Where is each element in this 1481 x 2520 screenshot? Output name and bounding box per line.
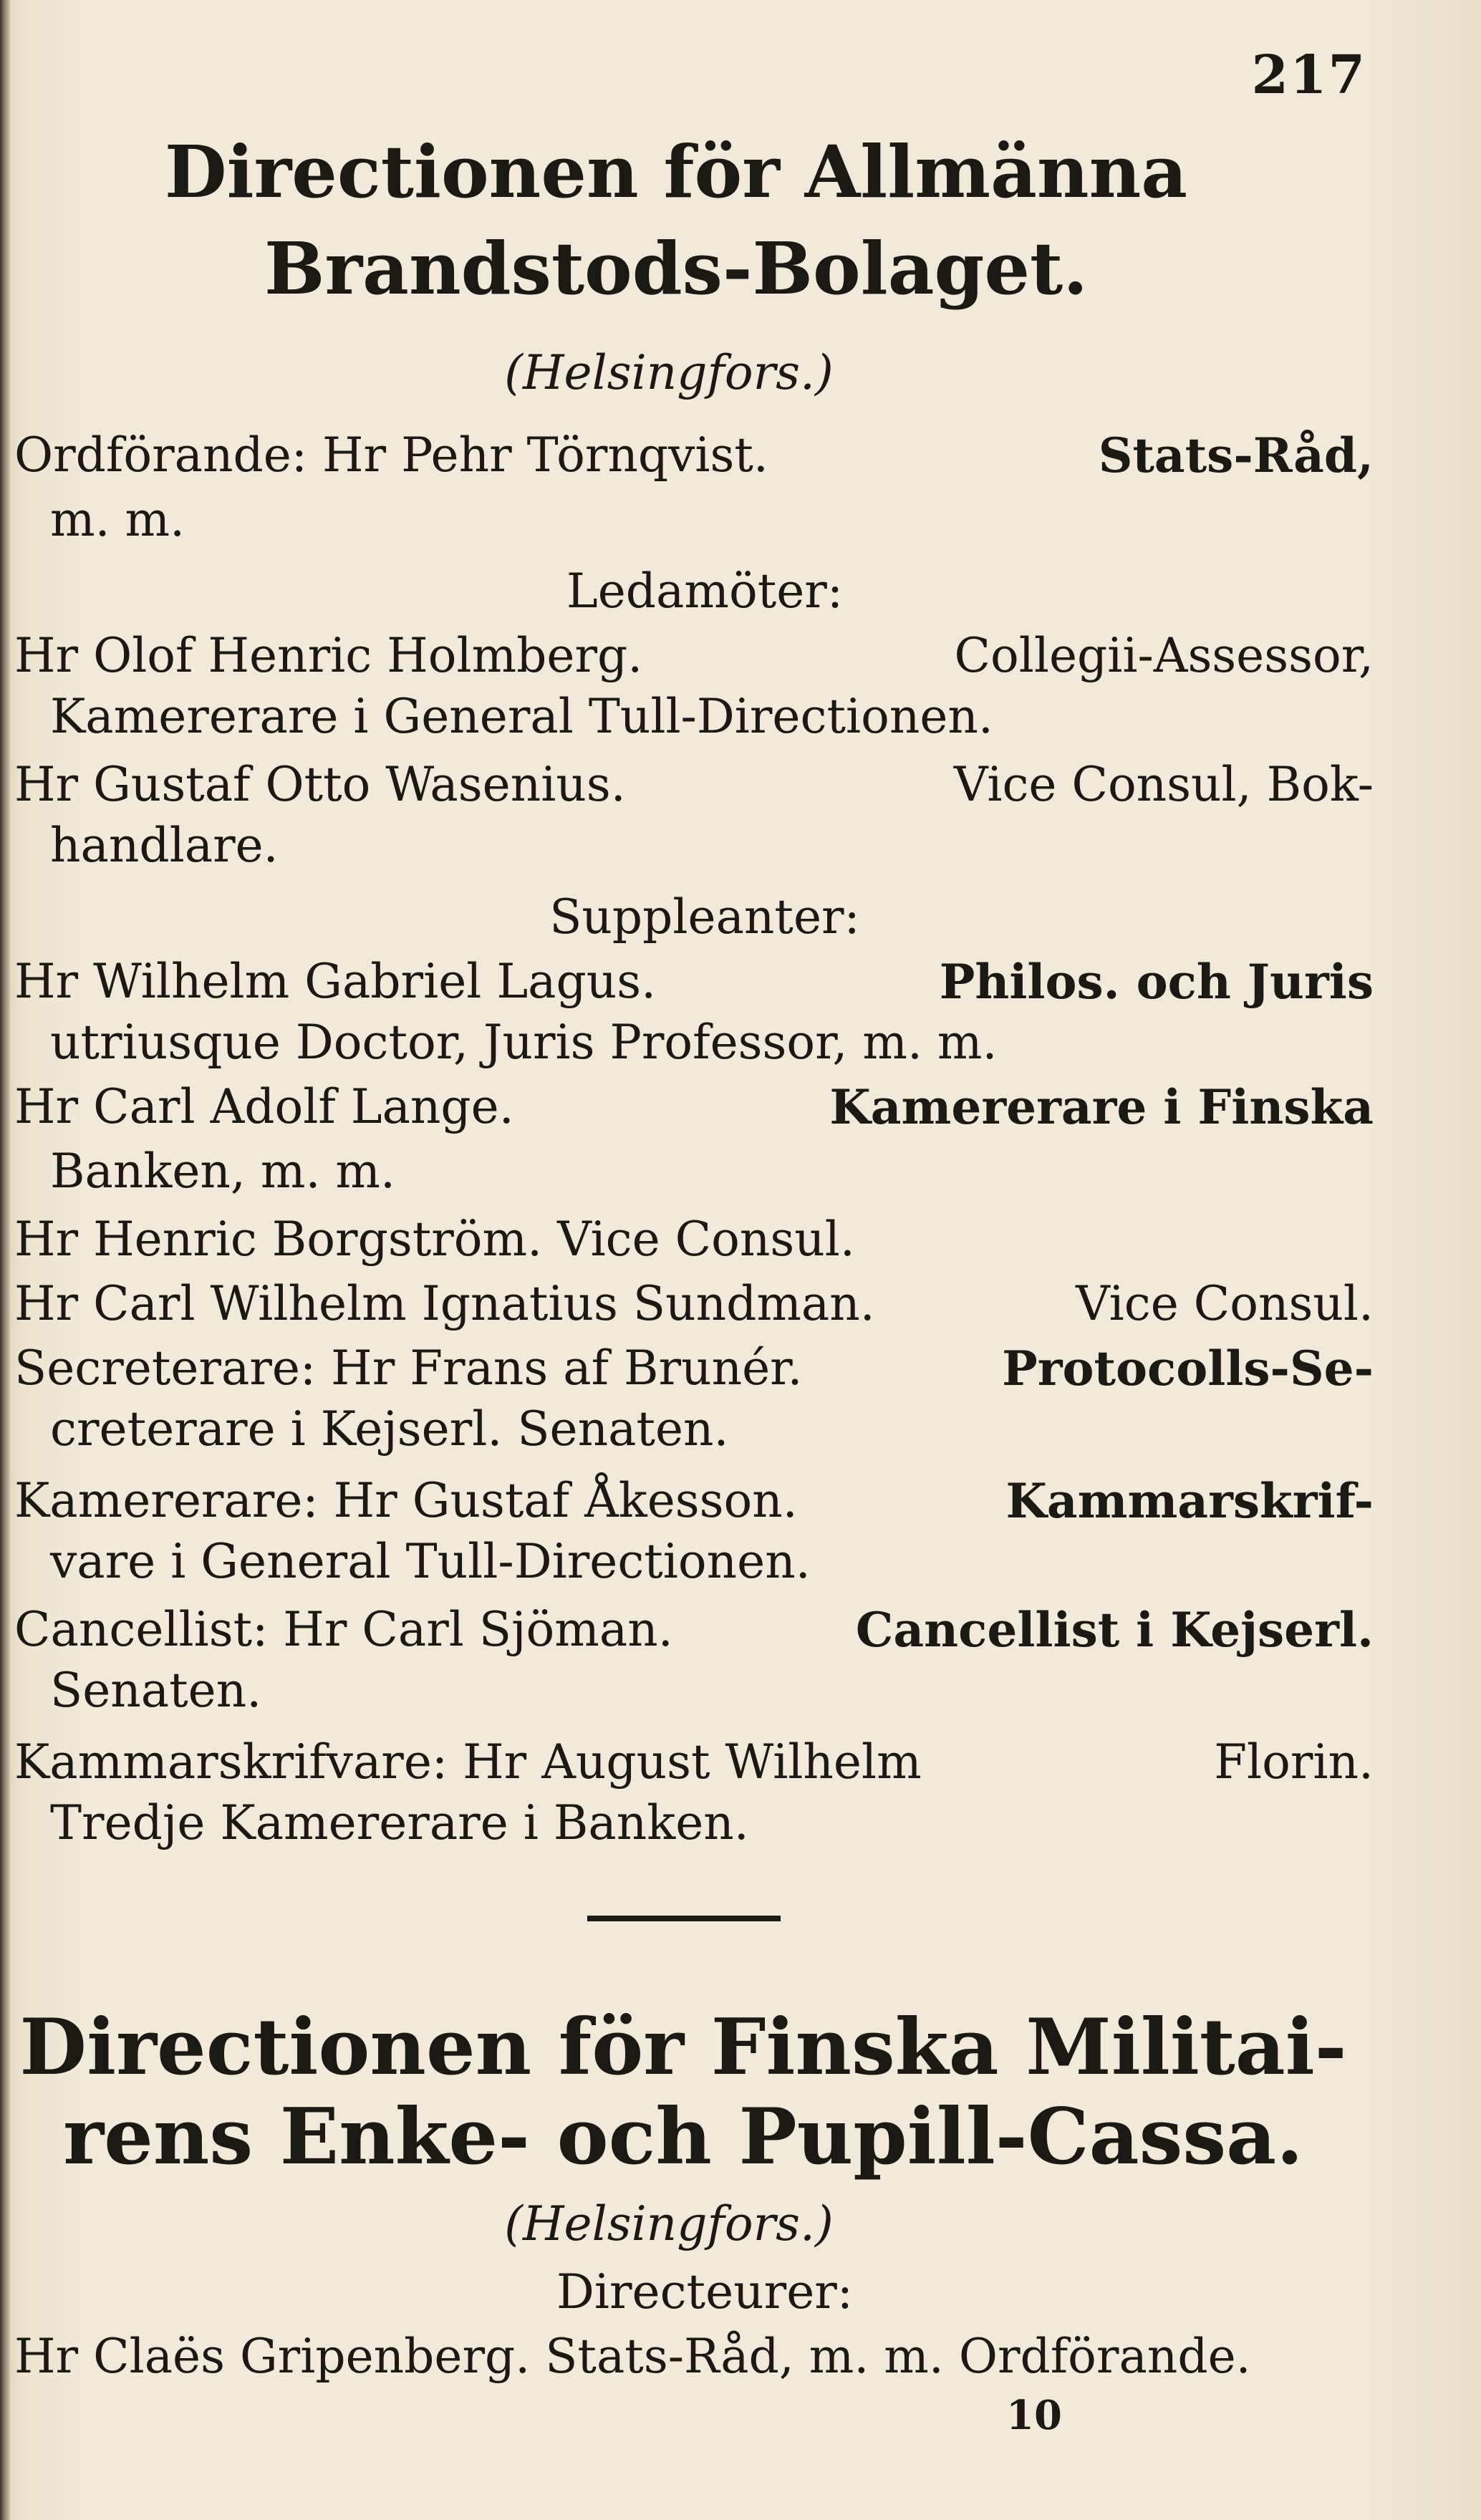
- section1-title-line1: Directionen för Allmänna: [164, 130, 1188, 214]
- section2-place: (Helsingfors.): [504, 2196, 834, 2251]
- directors-heading: Directeurer:: [556, 2264, 854, 2319]
- treasurer-line1: [14, 1475, 1374, 1527]
- clerk-line2: Senaten.: [50, 1663, 262, 1718]
- member2-line1: [14, 759, 1374, 811]
- secretary-name: Secreterare: Hr Frans af Brunér.: [14, 1341, 803, 1396]
- section1-title-line2: Brandstods-Bolaget.: [264, 226, 1089, 311]
- member2-line2: handlare.: [50, 818, 279, 873]
- registrar-line2: Tredje Kamererare i Banken.: [50, 1795, 749, 1850]
- clerk-title: Cancellist i Kejserl.: [855, 1602, 1374, 1658]
- deputy1-title: Philos. och Juris: [939, 954, 1374, 1010]
- registrar-name-end: Florin.: [1214, 1734, 1374, 1790]
- clerk-line1: [14, 1604, 1374, 1656]
- deputy3-line1: Hr Henric Borgström. Vice Consul.: [14, 1212, 855, 1267]
- section1-chair-line1: [14, 430, 1374, 482]
- secretary-title: Protocolls-Se-: [1002, 1341, 1374, 1396]
- member1-title: Collegii-Assessor,: [954, 628, 1374, 683]
- registrar-name: Kammarskrifvare: Hr August Wilhelm: [14, 1734, 922, 1790]
- deputy4-title: Vice Consul.: [1076, 1276, 1374, 1331]
- member2-name: Hr Gustaf Otto Wasenius.: [14, 757, 626, 812]
- chair-name: Ordförande: Hr Pehr Törnqvist.: [14, 428, 768, 483]
- page-spine-shadow: [0, 0, 10, 2520]
- section1-chair-line2: m. m.: [50, 492, 185, 547]
- signature-mark: 10: [1006, 2392, 1062, 2439]
- treasurer-line2: vare i General Tull-Directionen.: [50, 1534, 811, 1589]
- secretary-line2: creterare i Kejserl. Senaten.: [50, 1401, 729, 1457]
- member1-line2: Kamererare i General Tull-Directionen.: [50, 689, 993, 744]
- section-divider-rule: [587, 1916, 781, 1921]
- secretary-line1: [14, 1343, 1374, 1395]
- deputy1-name: Hr Wilhelm Gabriel Lagus.: [14, 954, 657, 1009]
- deputy4-line1: [14, 1278, 1374, 1331]
- clerk-name: Cancellist: Hr Carl Sjöman.: [14, 1602, 673, 1657]
- member2-title: Vice Consul, Bok-: [953, 757, 1374, 812]
- member1-line1: [14, 630, 1374, 682]
- page-number: 217: [1251, 44, 1366, 106]
- chair-title: Stats-Råd,: [1098, 428, 1374, 483]
- section2-title-line1: Directionen för Finska Militai-: [19, 2002, 1347, 2092]
- deputy2-title: Kamererare i Finska: [829, 1079, 1374, 1135]
- registrar-line1: [14, 1734, 1374, 1790]
- deputy2-line2: Banken, m. m.: [50, 1144, 395, 1199]
- deputy4-name: Hr Carl Wilhelm Ignatius Sundman.: [14, 1276, 875, 1331]
- treasurer-name: Kamererare: Hr Gustaf Åkesson.: [14, 1473, 798, 1528]
- section2-title-line2: rens Enke- och Pupill-Cassa.: [63, 2092, 1303, 2182]
- treasurer-title: Kammarskrif-: [1005, 1473, 1374, 1529]
- director1-line1: Hr Claës Gripenberg. Stats-Råd, m. m. Ordförande.: [14, 2329, 1251, 2384]
- member1-name: Hr Olof Henric Holmberg.: [14, 628, 643, 683]
- deputy1-line1: [14, 956, 1374, 1008]
- deputy2-line1: [14, 1081, 1374, 1134]
- deputy2-name: Hr Carl Adolf Lange.: [14, 1079, 514, 1134]
- members-heading: Ledamöter:: [566, 564, 844, 619]
- deputy1-line2: utriusque Doctor, Juris Professor, m. m.: [50, 1015, 998, 1070]
- section1-place: (Helsingfors.): [504, 345, 834, 400]
- deputies-heading: Suppleanter:: [549, 889, 860, 945]
